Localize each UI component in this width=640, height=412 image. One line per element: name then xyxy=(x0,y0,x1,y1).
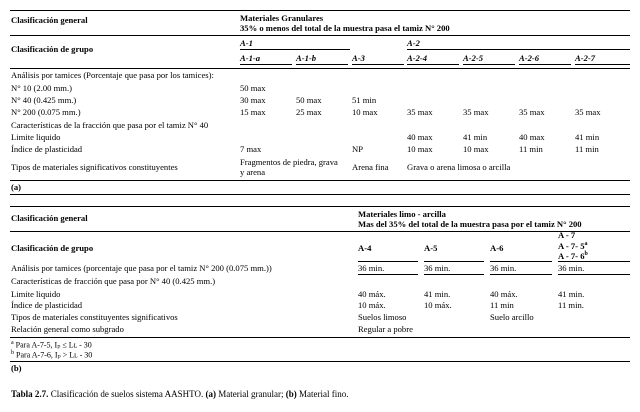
group-a76: A - 7- 6$^b$ xyxy=(558,250,588,261)
top-rule xyxy=(10,10,630,11)
figure-caption: Tabla 2.7. Clasificación de suelos sistema AASHTO. (a) Material granular; (b) Material fino. xyxy=(11,389,349,399)
cell: 25 max xyxy=(296,107,322,117)
cell: 10 máx. xyxy=(358,300,386,310)
row-label: N° 200 (0.075 mm.) xyxy=(11,107,81,117)
cell: 36 min. xyxy=(558,263,585,273)
cell: 35 max xyxy=(463,107,489,117)
group-a5: A-5 xyxy=(424,243,438,253)
group-a2: A-2 xyxy=(407,38,420,48)
cell: NP xyxy=(352,144,363,154)
subgroup-a25: A-2-5 xyxy=(463,53,484,63)
cell: 41 min xyxy=(463,132,488,142)
footnote-a: $^a$ Para A-7-5, Iₚ ≤ Lʟ - 30 xyxy=(11,340,92,350)
caracteristicas-label: Características de fracción que pasa por N° 40 (0.425 mm.) xyxy=(11,276,216,286)
indice-plasticidad-label: Índice de plasticidad xyxy=(11,300,83,310)
group-a4: A-4 xyxy=(358,243,372,253)
cell: 36 min. xyxy=(490,263,517,273)
cell: 11 min xyxy=(575,144,599,154)
indice-plasticidad-label: Índice de plasticidad xyxy=(11,144,83,154)
subgroup-a27: A-2-7 xyxy=(575,53,596,63)
cell: Regular a pobre xyxy=(358,324,413,334)
caption-a: (a) xyxy=(11,182,22,192)
cell: 11 min xyxy=(490,300,514,310)
cell: 11 min. xyxy=(558,300,584,310)
cell: 10 max xyxy=(352,107,378,117)
cell: 51 min xyxy=(352,95,377,105)
group-a7: A - 7 xyxy=(558,230,576,240)
cell: 10 max xyxy=(463,144,489,154)
clasificacion-general-label: Clasificación general xyxy=(11,213,88,223)
caracteristicas-label: Características de la fracción que pasa por el tamiz N° 40 xyxy=(11,120,209,130)
cell: 40 máx. xyxy=(358,289,386,299)
cell: 41 min. xyxy=(424,289,451,299)
analisis-label: Análisis por tamices (Porcentaje que pasa por los tamices): xyxy=(11,70,214,80)
clasificacion-grupo-label: Clasificación de grupo xyxy=(11,44,94,54)
subgroup-a26: A-2-6 xyxy=(519,53,540,63)
caption-b: (b) xyxy=(11,363,22,373)
tipos-label: Tipos de materiales constituyentes significativos xyxy=(11,312,178,322)
group-a75: A - 7- 5$^a$ xyxy=(558,240,588,251)
materiales-granulares-title: Materiales Granulares xyxy=(240,13,324,23)
cell: 41 min xyxy=(575,132,600,142)
cell: 10 máx. xyxy=(424,300,452,310)
cell: 11 min xyxy=(519,144,543,154)
cell: 35 max xyxy=(407,107,433,117)
materiales-limo-subtitle: Mas del 35% del total de la muestra pasa por el tamiz N° 200 xyxy=(358,219,582,229)
cell: y arena xyxy=(240,167,266,177)
cell: 40 max xyxy=(407,132,433,142)
cell: Suelo arcillo xyxy=(490,312,534,322)
cell: 36 min. xyxy=(424,263,451,273)
subgroup-a1a: A-1-a xyxy=(240,53,261,63)
cell: Arena fina xyxy=(352,162,389,172)
cell: Grava o arena limosa o arcilla xyxy=(407,162,511,172)
analisis-label: Análisis por tamices (porcentaje que pasa por el tamiz N° 200 (0.075 mm.)) xyxy=(11,263,272,273)
materiales-granulares-subtitle: 35% o menos del total de la muestra pasa el tamiz N° 200 xyxy=(240,23,450,33)
cell: Fragmentos de piedra, grava xyxy=(240,157,338,167)
subgroup-a3: A-3 xyxy=(352,53,365,63)
subgroup-a24: A-2-4 xyxy=(407,53,428,63)
group-a6: A-6 xyxy=(490,243,504,253)
cell: 50 max xyxy=(240,83,266,93)
cell: 50 max xyxy=(296,95,322,105)
cell: 40 max xyxy=(519,132,545,142)
cell: 35 max xyxy=(519,107,545,117)
limite-liquido-label: Limite liquido xyxy=(11,289,61,299)
cell: 30 max xyxy=(240,95,266,105)
cell: 41 min. xyxy=(558,289,585,299)
footnote-b: $^b$ Para A-7-6, Iₚ > Lʟ - 30 xyxy=(11,350,93,360)
cell: 15 max xyxy=(240,107,266,117)
limite-liquido-label: Limite liquido xyxy=(11,132,61,142)
group-a1: A-1 xyxy=(240,38,253,48)
cell: 35 max xyxy=(575,107,601,117)
subgroup-a1b: A-1-b xyxy=(296,53,317,63)
row-label: N° 40 (0.425 mm.) xyxy=(11,95,77,105)
materiales-limo-title: Materiales limo - arcilla xyxy=(358,209,446,219)
relacion-label: Relación general como subgrado xyxy=(11,324,124,334)
clasificacion-general-label: Clasificación general xyxy=(11,15,88,25)
cell: 7 max xyxy=(240,144,262,154)
cell: Suelos limoso xyxy=(358,312,407,322)
cell: 36 min. xyxy=(358,263,385,273)
cell: 40 máx. xyxy=(490,289,518,299)
cell: 10 max xyxy=(407,144,433,154)
tipos-label: Tipos de materiales significativos constituyentes xyxy=(11,162,178,172)
clasificacion-grupo-label: Clasificación de grupo xyxy=(11,243,94,253)
row-label: N° 10 (2.00 mm.) xyxy=(11,83,72,93)
